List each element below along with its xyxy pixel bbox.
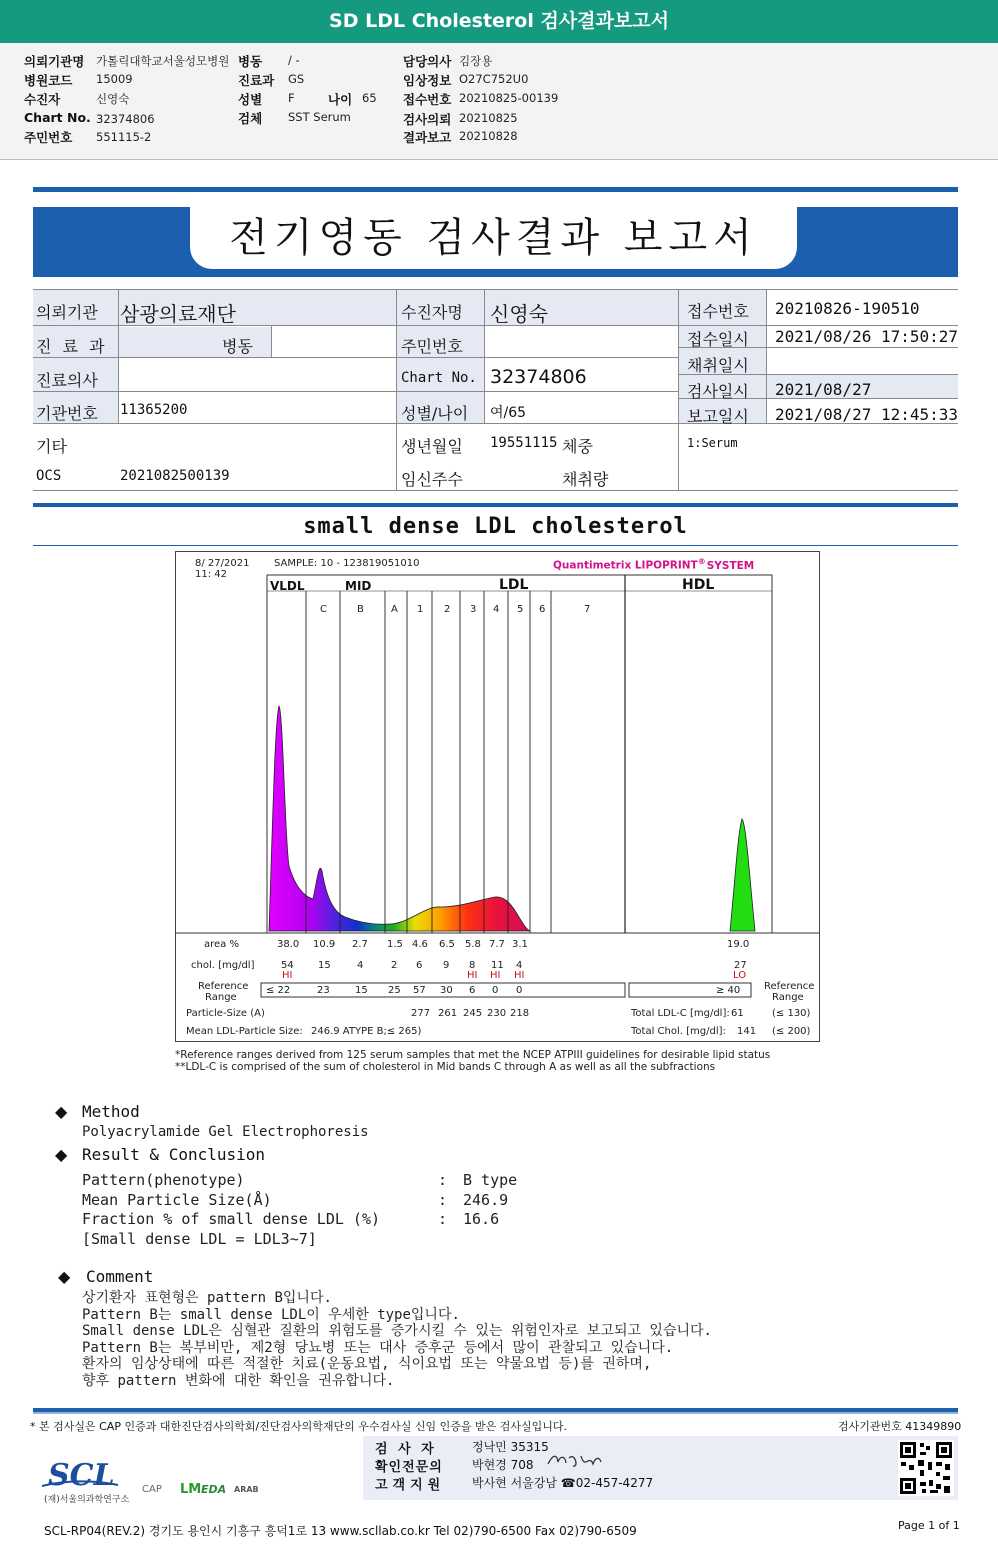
band-top-line: [33, 187, 958, 192]
group-hdl: HDL: [682, 577, 715, 593]
total-chol-value: 141: [737, 1026, 757, 1037]
total-ldl-label: Total LDL-C [mg/dl]:: [631, 1008, 730, 1019]
area-value-hdl: 19.0: [727, 939, 750, 950]
header-label: 나이: [328, 92, 353, 107]
header-value: 65: [362, 91, 377, 105]
chart-time: 11: 42: [195, 569, 227, 580]
header-value: 32374806: [96, 112, 155, 126]
label-collect-date: 채취일시: [687, 356, 749, 375]
hdl-peak: [730, 819, 755, 931]
label-birth: 생년월일: [401, 437, 463, 456]
area-value: 6.5: [439, 939, 455, 950]
band-label: 2: [444, 604, 451, 615]
result-value: B type: [463, 1171, 518, 1189]
label-etc: 기타: [36, 437, 67, 456]
arab-logo: ARAB: [234, 1485, 259, 1494]
label-report-date: 보고일시: [687, 407, 749, 426]
comment-line: Pattern B는 small dense LDL이 우세한 type입니다.: [82, 1307, 460, 1323]
signature-box: [363, 1436, 958, 1500]
mean-value: 246.9 ATYPE B;≤ 265): [311, 1026, 422, 1037]
label-chart: Chart No.: [401, 370, 477, 386]
total-chol-label: Total Chol. [mg/dl]:: [631, 1026, 726, 1037]
header-label: 주민번호: [24, 130, 73, 145]
label-rrn: 주민번호: [401, 337, 463, 356]
result-value: 16.6: [463, 1210, 500, 1228]
label-department: 진 료 과: [36, 337, 108, 356]
lm-logo: LM: [180, 1482, 202, 1497]
lipoprotein-curve: [269, 706, 530, 931]
header-value: / -: [288, 53, 300, 67]
header-value: GS: [288, 72, 305, 86]
report-title: 전기영동 검사결과 보고서: [229, 215, 758, 261]
result-colon: :: [438, 1171, 448, 1189]
label-preg: 임신주수: [401, 470, 463, 489]
label-sex-age: 성별/나이: [401, 404, 469, 423]
lab-number: 검사기관번호 41349890: [838, 1420, 962, 1433]
row-label-mean: Mean LDL-Particle Size:: [186, 1026, 303, 1037]
chol-flag-hdl: LO: [733, 970, 747, 981]
chol-value: 4: [357, 960, 364, 971]
label-institution: 의뢰기관: [36, 303, 98, 322]
result-label: Pattern(phenotype): [82, 1171, 245, 1189]
result-label: Mean Particle Size(Å): [82, 1191, 272, 1209]
header-label: 진료과: [238, 73, 275, 88]
chol-flag: HI: [514, 970, 525, 981]
sig-value: 박현경 708: [472, 1458, 534, 1472]
header-value: F: [288, 91, 295, 105]
particle-value: 245: [463, 1008, 483, 1019]
footer-line-thin: [33, 1412, 958, 1414]
header-label: 검체: [238, 111, 263, 126]
value-specimen: 1:Serum: [687, 436, 738, 450]
result-bullet-icon: ◆: [55, 1145, 68, 1164]
comment-line: Pattern B는 복부비만, 제2형 당뇨병 또는 대사 증후군 등에서 많이 관찰되고 있습니다.: [82, 1340, 674, 1356]
value-recv-date: 2021/08/26 17:50:27: [775, 327, 959, 346]
result-colon: :: [438, 1210, 448, 1228]
label-test-date: 검사일시: [687, 382, 749, 401]
comment-line: 향후 pattern 변화에 대한 확인을 권유합니다.: [82, 1373, 395, 1389]
header-value: 가톨릭대학교서울성모병원: [96, 54, 230, 68]
value-ward: 병동: [222, 337, 253, 356]
band-label: B: [357, 604, 364, 615]
label-recv-no: 접수번호: [687, 302, 749, 321]
cap-logo: CAP: [142, 1484, 162, 1495]
ref-label-right-2: Range: [772, 992, 804, 1003]
chol-value: 6: [416, 960, 423, 971]
result-heading: Result & Conclusion: [82, 1145, 266, 1164]
header-value: 신영숙: [96, 92, 130, 106]
band-dividers: [306, 575, 772, 933]
ref-value: 30: [440, 985, 453, 996]
header-label: 결과보고: [403, 130, 452, 145]
header-value: SST Serum: [288, 110, 351, 124]
value-test-date: 2021/08/27: [775, 380, 872, 399]
area-value: 1.5: [387, 939, 403, 950]
method-heading: Method: [82, 1102, 140, 1121]
page-number: Page 1 of 1: [898, 1519, 960, 1532]
sig-value: 박사현 서울강남 ☎02-457-4277: [472, 1476, 654, 1490]
certification-note: * 본 검사실은 CAP 인증과 대한진단검사의학회/진단검사의학재단의 우수검사실 신임 인증을 받은 검사실입니다.: [30, 1420, 568, 1433]
logo-swoosh-icon: [40, 1478, 120, 1490]
method-text: Polyacrylamide Gel Electrophoresis: [82, 1124, 369, 1140]
row-label-particle: Particle-Size (A): [186, 1008, 265, 1019]
chol-value: 4: [516, 960, 523, 971]
ref-value: 15: [355, 985, 368, 996]
result-note: [Small dense LDL = LDL3~7]: [82, 1230, 317, 1248]
band-label: 3: [470, 604, 477, 615]
ldl-note: **LDL-C is comprised of the sum of cholesterol in Mid bands C through A as well as all the subfractions: [175, 1061, 716, 1073]
document-title: SD LDL Cholesterol 검사결과보고서: [329, 10, 669, 32]
total-chol-ref: (≤ 200): [772, 1026, 811, 1037]
ref-value: 25: [388, 985, 401, 996]
band-label: 5: [517, 604, 524, 615]
section-title: small dense LDL cholesterol: [303, 514, 688, 539]
sig-label: 고객지원: [375, 1478, 446, 1493]
header-label: 성별: [238, 92, 263, 107]
header-label: 수진자: [24, 92, 61, 107]
value-sex-age: 여/65: [490, 405, 527, 421]
header-value: 551115-2: [96, 130, 152, 144]
value-chart: 32374806: [490, 366, 587, 388]
band-label: 4: [493, 604, 500, 615]
chol-value: 11: [491, 960, 504, 971]
area-value: 10.9: [313, 939, 336, 950]
scl-logo-subtitle: (재)서울의과학연구소: [44, 1495, 130, 1505]
plot-frame: [267, 575, 772, 933]
section-line: [33, 503, 958, 507]
eda-logo: EDA: [201, 1483, 227, 1496]
chol-value: 9: [443, 960, 450, 971]
chol-value: 54: [281, 960, 294, 971]
scl-logo: SCL: [48, 1458, 115, 1493]
band-label: 1: [417, 604, 424, 615]
footer-address: SCL-RP04(REV.2) 경기도 용인시 기흥구 흥덕1로 13 www.scllab.co.kr Tel 02)790-6500 Fax 02)790-6509: [44, 1524, 637, 1538]
reference-note: *Reference ranges derived from 125 serum samples that met the NCEP ATPIII guidelines for desirable lipid status: [175, 1049, 771, 1061]
value-inst-no: 11365200: [120, 402, 188, 418]
band-label: 7: [584, 604, 591, 615]
value-patient: 신영숙: [490, 302, 548, 326]
ref-value: 23: [317, 985, 330, 996]
chol-value: 15: [318, 960, 331, 971]
header-value: 김장용: [459, 54, 493, 68]
row-label-area: area %: [204, 939, 239, 950]
particle-value: 277: [411, 1008, 431, 1019]
chol-flag: HI: [467, 970, 478, 981]
header-label: 병동: [238, 54, 263, 69]
group-vldl: VLDL: [270, 579, 305, 593]
label-recv-date: 접수일시: [687, 330, 749, 349]
header-label: 접수번호: [403, 92, 452, 107]
brand-text: Quantimetrix LIPOPRINT: [553, 559, 698, 572]
row-label-chol: chol. [mg/dl]: [191, 960, 255, 971]
header-value: 20210825-00139: [459, 91, 559, 105]
ref-value: ≤ 22: [266, 985, 291, 996]
ref-value: 0: [492, 985, 499, 996]
label-doctor: 진료의사: [36, 371, 98, 390]
ref-label-right: Reference: [764, 981, 815, 992]
section-underline: [33, 545, 958, 546]
sig-label: 확인전문의: [375, 1460, 443, 1475]
group-mid: MID: [345, 579, 372, 593]
chol-flag: HI: [282, 970, 293, 981]
comment-bullet-icon: ◆: [58, 1267, 71, 1286]
value-ocs: 2021082500139: [120, 468, 230, 484]
header-label: 의뢰기관명: [24, 54, 85, 69]
chol-flag: HI: [490, 970, 501, 981]
comment-line: 환자의 임상상태에 따른 적절한 치료(운동요법, 식이요법 또는 약물요법 등)를 권하며,: [82, 1356, 652, 1372]
area-value: 2.7: [352, 939, 368, 950]
area-value: 38.0: [277, 939, 300, 950]
result-label: Fraction % of small dense LDL (%): [82, 1210, 381, 1228]
area-value: 3.1: [512, 939, 528, 950]
header-label: 검사의뢰: [403, 112, 452, 127]
header-value: 20210825: [459, 111, 518, 125]
result-colon: :: [438, 1191, 448, 1209]
band-label: 6: [539, 604, 546, 615]
area-value: 7.7: [489, 939, 505, 950]
header-label: 병원코드: [24, 73, 73, 88]
sig-value: 정낙민 35315: [472, 1440, 549, 1454]
label-patient: 수진자명: [401, 303, 463, 322]
particle-value: 261: [438, 1008, 458, 1019]
value-recv-no: 20210826-190510: [775, 299, 920, 318]
header-value: 20210828: [459, 129, 518, 143]
signature-icon: [545, 1450, 605, 1472]
value-report-date: 2021/08/27 12:45:33: [775, 405, 959, 424]
particle-value: 218: [510, 1008, 530, 1019]
ref-value: 57: [413, 985, 426, 996]
chart-brand: [553, 557, 754, 572]
total-ldl-ref: (≤ 130): [772, 1008, 811, 1019]
chart-sample: SAMPLE: 10 - 123819051010: [274, 558, 420, 569]
group-ldl: LDL: [499, 577, 529, 593]
header-label: 담당의사: [403, 54, 452, 69]
registered-mark: ®: [697, 557, 706, 566]
sig-label: 검 사 자: [375, 1442, 437, 1457]
row-label-ref-2: Range: [205, 992, 237, 1003]
particle-value: 230: [487, 1008, 507, 1019]
total-ldl-value: 61: [731, 1008, 744, 1019]
ref-value-hdl: ≥ 40: [716, 985, 741, 996]
band-label: A: [391, 604, 398, 615]
chol-value-hdl: 27: [734, 960, 747, 971]
band-label: C: [320, 604, 327, 615]
chart-date: 8/ 27/2021: [195, 558, 250, 569]
area-value: 4.6: [412, 939, 428, 950]
chol-value: 2: [391, 960, 398, 971]
header-label: Chart No.: [24, 110, 91, 125]
header-label: 임상정보: [403, 73, 452, 88]
comment-line: Small dense LDL은 심혈관 질환의 위험도를 증가시킬 수 있는 위험인자로 보고되고 있습니다.: [82, 1323, 712, 1339]
value-institution: 삼광의료재단: [120, 302, 236, 326]
row-label-ref: Reference: [198, 981, 249, 992]
method-bullet-icon: ◆: [55, 1102, 68, 1121]
value-birth: 19551115: [490, 435, 558, 451]
brand-suffix: SYSTEM: [706, 559, 755, 572]
result-value: 246.9: [463, 1191, 509, 1209]
chol-value: 8: [469, 960, 476, 971]
ref-value: 0: [516, 985, 523, 996]
qr-code-icon: [898, 1440, 954, 1496]
comment-heading: Comment: [86, 1267, 154, 1286]
area-value: 5.8: [465, 939, 481, 950]
header-value: O27C752U0: [459, 72, 529, 86]
ref-value: 6: [469, 985, 476, 996]
label-inst-no: 기관번호: [36, 404, 98, 423]
comment-line: 상기환자 표현형은 pattern B입니다.: [82, 1290, 332, 1306]
label-weight: 체중: [562, 437, 593, 456]
header-value: 15009: [96, 72, 133, 86]
label-ocs: OCS: [36, 468, 62, 484]
label-volume: 채취량: [562, 470, 609, 489]
